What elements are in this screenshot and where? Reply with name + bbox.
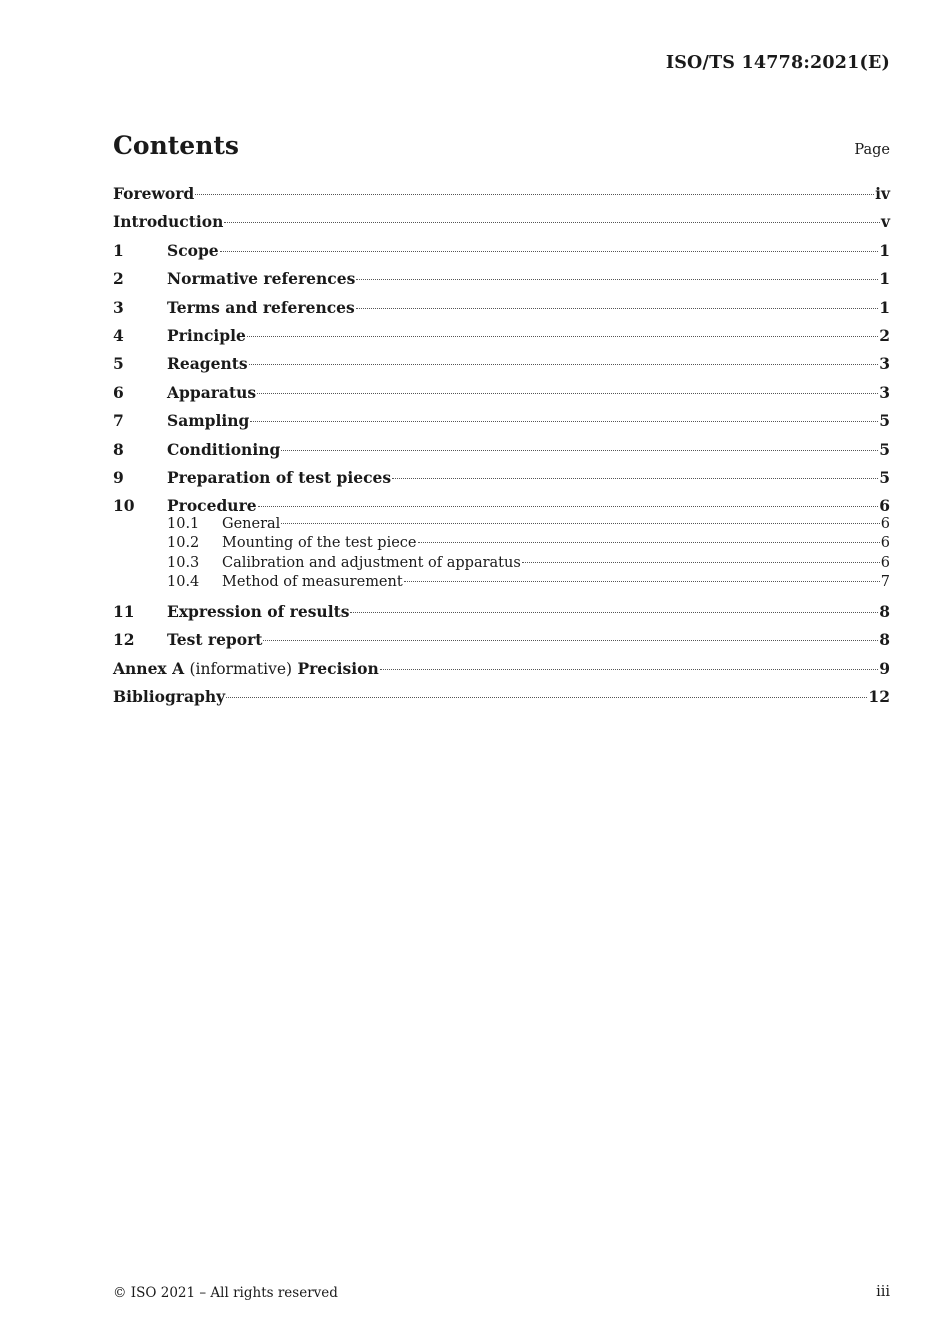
dot-leader [418,542,880,543]
toc-entry-subclause[interactable] [113,574,890,593]
toc-label: Preparation of test pieces [167,467,392,487]
toc-entry-clause[interactable] [113,496,890,516]
dot-leader [226,697,867,698]
page-column-label: Page [854,142,890,158]
toc-label: Method of measurement [222,573,403,590]
toc-number: 10 [113,496,135,516]
toc-entry-subclause[interactable] [113,535,890,554]
annex-informative: (informative) [189,659,293,678]
toc-entry-annex[interactable] [113,659,890,687]
toc-entry-bibliography[interactable] [113,687,890,715]
toc-label: Apparatus [167,382,257,402]
toc-label: General [222,516,281,533]
toc-entry-clause[interactable] [113,440,890,468]
toc-page: 6 [880,554,890,571]
toc-label: Calibration and adjustment of apparatus [222,554,521,571]
toc-page: 6 [880,535,890,552]
toc-number: 7 [113,411,124,431]
toc-page: 5 [879,467,890,487]
dot-leader [257,393,878,394]
toc-page: 6 [880,516,890,533]
toc-number: 4 [113,325,124,345]
toc-page: iv [875,184,890,203]
toc-label: Sampling [167,411,250,431]
toc-label: Introduction [113,212,224,232]
toc-entry-clause[interactable] [113,269,890,297]
toc-label: Terms and references [167,297,355,317]
dot-leader [356,308,878,309]
dot-leader [250,421,878,422]
dot-leader [380,669,878,670]
spacer [113,593,890,602]
toc-page: 8 [879,602,890,622]
table-of-contents [113,184,890,716]
dot-leader [263,640,878,641]
toc-label: Procedure [167,496,257,516]
dot-leader [247,336,878,337]
toc-number: 1 [113,240,124,260]
toc-label: Normative references [167,269,356,289]
toc-entry-introduction[interactable] [113,212,890,240]
dot-leader [249,364,879,365]
toc-label: Expression of results [167,602,350,622]
toc-entry-clause[interactable] [113,298,890,326]
page-number: iii [876,1284,890,1300]
toc-page: 2 [879,325,890,345]
toc-page: 3 [879,382,890,402]
toc-entry-clause[interactable] [113,468,890,496]
toc-page: 3 [879,354,890,374]
annex-prefix: Annex A [113,658,185,678]
toc-label: Conditioning [167,439,281,459]
toc-page: v [880,212,890,232]
page-title: Contents [113,131,240,160]
toc-number: 11 [113,602,135,622]
dot-leader [404,581,880,582]
dot-leader [392,478,878,479]
toc-entry-clause[interactable] [113,411,890,439]
toc-page: 6 [879,496,890,516]
dot-leader [356,279,878,280]
toc-number: 9 [113,467,124,487]
toc-entry-subclause[interactable] [113,516,890,535]
contents-heading-row [113,131,890,160]
toc-label: Test report [167,630,263,650]
toc-page: 7 [880,573,890,590]
toc-page: 8 [879,630,890,650]
dot-leader [220,251,879,252]
dot-leader [350,612,878,613]
dot-leader [258,506,879,507]
toc-number: 10.2 [167,535,200,552]
toc-entry-clause[interactable] [113,602,890,630]
toc-entry-subclause[interactable] [113,555,890,574]
toc-number: 5 [113,354,124,374]
dot-leader [522,562,880,563]
toc-page: 1 [879,297,890,317]
toc-page: 1 [879,269,890,289]
toc-entry-clause[interactable] [113,326,890,354]
toc-page: 5 [879,411,890,431]
dot-leader [224,222,880,223]
toc-number: 10.4 [167,573,200,590]
toc-label: Bibliography [113,687,226,707]
toc-page: 5 [879,439,890,459]
toc-number: 6 [113,382,124,402]
dot-leader [281,450,878,451]
toc-label: Precision [297,658,379,678]
toc-label: Mounting of the test piece [222,535,417,552]
toc-number: 2 [113,269,124,289]
toc-number: 10.3 [167,554,200,571]
toc-page: 12 [868,687,890,707]
toc-label: Scope [167,240,219,260]
toc-number: 8 [113,439,124,459]
toc-entry-clause[interactable] [113,383,890,411]
toc-entry-clause[interactable] [113,241,890,269]
dot-leader [195,194,874,195]
toc-label: Principle [167,325,246,345]
toc-page: 9 [879,658,890,678]
toc-page: 1 [879,240,890,260]
document-id: ISO/TS 14778:2021(E) [665,53,890,73]
toc-entry-clause[interactable] [113,354,890,382]
toc-number: 3 [113,297,124,317]
toc-entry-clause[interactable] [113,630,890,658]
copyright-notice: © ISO 2021 – All rights reserved [113,1285,338,1301]
toc-label: Foreword [113,184,195,203]
toc-entry-foreword[interactable] [113,184,890,212]
toc-label: Reagents [167,354,248,374]
dot-leader [281,523,879,524]
toc-number: 10.1 [167,516,200,533]
toc-number: 12 [113,630,135,650]
